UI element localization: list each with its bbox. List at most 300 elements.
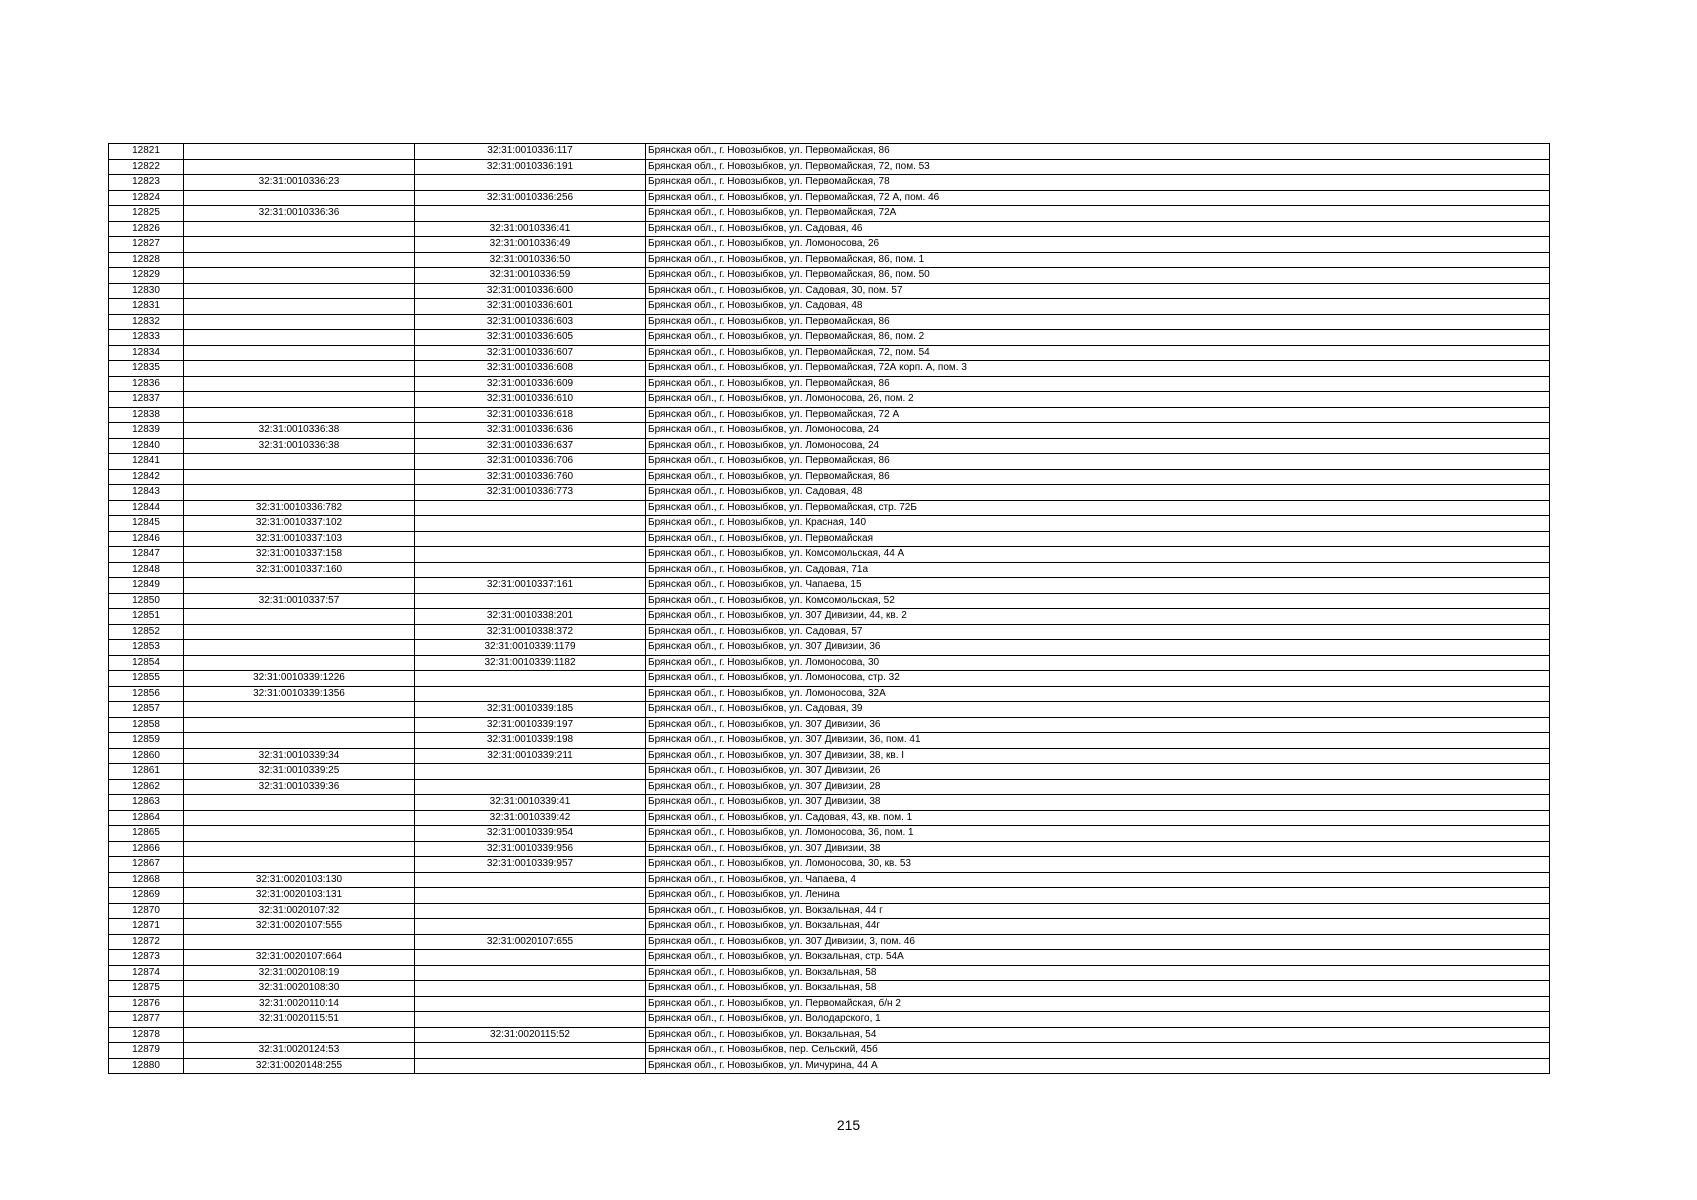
table-row bbox=[109, 748, 1550, 764]
address-cell: Брянская обл., г. Новозыбков, ул. Чапаева, 15 bbox=[646, 578, 1550, 594]
address-cell: Брянская обл., г. Новозыбков, ул. 307 Дивизии, 44, кв. 2 bbox=[646, 609, 1550, 625]
address-cell: Брянская обл., г. Новозыбков, ул. Садовая, 43, кв. пом. 1 bbox=[646, 810, 1550, 826]
address-cell: Брянская обл., г. Новозыбков, ул. Вокзальная, 54 bbox=[646, 1027, 1550, 1043]
table-row bbox=[109, 516, 1550, 532]
address-cell: Брянская обл., г. Новозыбков, ул. 307 Дивизии, 38 bbox=[646, 795, 1550, 811]
cadastral-number-object-cell: 32:31:0010336:601 bbox=[415, 299, 646, 315]
cadastral-number-object-cell bbox=[415, 562, 646, 578]
row-number-cell: 12840 bbox=[109, 438, 184, 454]
address-cell: Брянская обл., г. Новозыбков, ул. Вокзальная, 44г bbox=[646, 919, 1550, 935]
cadastral-number-cell: 32:31:0010337:57 bbox=[184, 593, 415, 609]
cadastral-number-object-cell: 32:31:0010336:50 bbox=[415, 252, 646, 268]
row-number-cell: 12829 bbox=[109, 268, 184, 284]
cadastral-number-cell bbox=[184, 810, 415, 826]
cadastral-number-cell: 32:31:0010336:23 bbox=[184, 175, 415, 191]
cadastral-number-cell: 32:31:0020108:19 bbox=[184, 965, 415, 981]
row-number-cell: 12824 bbox=[109, 190, 184, 206]
row-number-cell: 12855 bbox=[109, 671, 184, 687]
table-row bbox=[109, 733, 1550, 749]
cadastral-number-object-cell: 32:31:0010339:956 bbox=[415, 841, 646, 857]
cadastral-number-cell bbox=[184, 376, 415, 392]
cadastral-number-object-cell: 32:31:0010337:161 bbox=[415, 578, 646, 594]
address-cell: Брянская обл., г. Новозыбков, ул. Комсомольская, 44 А bbox=[646, 547, 1550, 563]
cadastral-number-cell bbox=[184, 345, 415, 361]
table-row bbox=[109, 888, 1550, 904]
row-number-cell: 12869 bbox=[109, 888, 184, 904]
table-row bbox=[109, 640, 1550, 656]
table-row bbox=[109, 934, 1550, 950]
row-number-cell: 12851 bbox=[109, 609, 184, 625]
row-number-cell: 12859 bbox=[109, 733, 184, 749]
cadastral-number-object-cell: 32:31:0010336:600 bbox=[415, 283, 646, 299]
address-cell: Брянская обл., г. Новозыбков, ул. Первомайская, 72, пом. 54 bbox=[646, 345, 1550, 361]
row-number-cell: 12866 bbox=[109, 841, 184, 857]
table-row bbox=[109, 221, 1550, 237]
cadastral-number-cell: 32:31:0020107:555 bbox=[184, 919, 415, 935]
table-row bbox=[109, 779, 1550, 795]
cadastral-number-cell: 32:31:0010339:36 bbox=[184, 779, 415, 795]
table-row bbox=[109, 175, 1550, 191]
address-cell: Брянская обл., г. Новозыбков, ул. Первомайская, 86, пом. 2 bbox=[646, 330, 1550, 346]
row-number-cell: 12837 bbox=[109, 392, 184, 408]
cadastral-number-cell bbox=[184, 268, 415, 284]
address-cell: Брянская обл., г. Новозыбков, ул. Садовая, 46 bbox=[646, 221, 1550, 237]
cadastral-number-object-cell: 32:31:0010336:117 bbox=[415, 144, 646, 160]
table-row bbox=[109, 252, 1550, 268]
row-number-cell: 12879 bbox=[109, 1043, 184, 1059]
cadastral-number-object-cell: 32:31:0010336:618 bbox=[415, 407, 646, 423]
row-number-cell: 12857 bbox=[109, 702, 184, 718]
cadastral-number-object-cell: 32:31:0010336:256 bbox=[415, 190, 646, 206]
row-number-cell: 12844 bbox=[109, 500, 184, 516]
table-row bbox=[109, 159, 1550, 175]
row-number-cell: 12858 bbox=[109, 717, 184, 733]
row-number-cell: 12826 bbox=[109, 221, 184, 237]
cadastral-number-cell: 32:31:0020148:255 bbox=[184, 1058, 415, 1074]
cadastral-number-object-cell: 32:31:0010339:197 bbox=[415, 717, 646, 733]
table-row bbox=[109, 919, 1550, 935]
address-cell: Брянская обл., г. Новозыбков, ул. Первомайская, 72, пом. 53 bbox=[646, 159, 1550, 175]
table-row bbox=[109, 655, 1550, 671]
table-row bbox=[109, 872, 1550, 888]
address-cell: Брянская обл., г. Новозыбков, ул. Первомайская, 86 bbox=[646, 454, 1550, 470]
cadastral-number-cell: 32:31:0010337:102 bbox=[184, 516, 415, 532]
address-cell: Брянская обл., г. Новозыбков, ул. Первомайская bbox=[646, 531, 1550, 547]
cadastral-number-cell bbox=[184, 330, 415, 346]
cadastral-number-object-cell bbox=[415, 175, 646, 191]
row-number-cell: 12848 bbox=[109, 562, 184, 578]
cadastral-number-cell: 32:31:0020108:30 bbox=[184, 981, 415, 997]
address-cell: Брянская обл., г. Новозыбков, ул. 307 Дивизии, 36 bbox=[646, 640, 1550, 656]
cadastral-number-cell: 32:31:0020115:51 bbox=[184, 1012, 415, 1028]
row-number-cell: 12872 bbox=[109, 934, 184, 950]
cadastral-number-cell bbox=[184, 159, 415, 175]
cadastral-number-cell: 32:31:0010339:1356 bbox=[184, 686, 415, 702]
row-number-cell: 12828 bbox=[109, 252, 184, 268]
table-row bbox=[109, 376, 1550, 392]
table-row bbox=[109, 547, 1550, 563]
table-row bbox=[109, 826, 1550, 842]
cadastral-number-cell bbox=[184, 624, 415, 640]
table-row bbox=[109, 454, 1550, 470]
registry-table bbox=[108, 143, 1550, 1074]
cadastral-number-object-cell bbox=[415, 888, 646, 904]
cadastral-number-object-cell bbox=[415, 206, 646, 222]
address-cell: Брянская обл., г. Новозыбков, ул. Первомайская, 86 bbox=[646, 314, 1550, 330]
cadastral-number-cell bbox=[184, 221, 415, 237]
cadastral-number-object-cell: 32:31:0020107:655 bbox=[415, 934, 646, 950]
row-number-cell: 12845 bbox=[109, 516, 184, 532]
cadastral-number-cell bbox=[184, 702, 415, 718]
row-number-cell: 12831 bbox=[109, 299, 184, 315]
table-row bbox=[109, 268, 1550, 284]
row-number-cell: 12867 bbox=[109, 857, 184, 873]
address-cell: Брянская обл., г. Новозыбков, ул. Первомайская, б/н 2 bbox=[646, 996, 1550, 1012]
cadastral-number-object-cell bbox=[415, 686, 646, 702]
address-cell: Брянская обл., г. Новозыбков, ул. Первомайская, 86, пом. 50 bbox=[646, 268, 1550, 284]
cadastral-number-object-cell: 32:31:0010336:607 bbox=[415, 345, 646, 361]
cadastral-number-cell bbox=[184, 299, 415, 315]
table-row bbox=[109, 1012, 1550, 1028]
row-number-cell: 12875 bbox=[109, 981, 184, 997]
row-number-cell: 12841 bbox=[109, 454, 184, 470]
address-cell: Брянская обл., г. Новозыбков, ул. Ленина bbox=[646, 888, 1550, 904]
cadastral-number-object-cell: 32:31:0010336:41 bbox=[415, 221, 646, 237]
cadastral-number-object-cell: 32:31:0010336:603 bbox=[415, 314, 646, 330]
cadastral-number-cell: 32:31:0010339:34 bbox=[184, 748, 415, 764]
table-row bbox=[109, 1043, 1550, 1059]
cadastral-number-object-cell: 32:31:0010336:609 bbox=[415, 376, 646, 392]
table-row bbox=[109, 299, 1550, 315]
cadastral-number-object-cell: 32:31:0010338:372 bbox=[415, 624, 646, 640]
table-row bbox=[109, 562, 1550, 578]
row-number-cell: 12842 bbox=[109, 469, 184, 485]
row-number-cell: 12850 bbox=[109, 593, 184, 609]
cadastral-number-cell bbox=[184, 841, 415, 857]
cadastral-number-object-cell bbox=[415, 593, 646, 609]
row-number-cell: 12838 bbox=[109, 407, 184, 423]
cadastral-number-cell: 32:31:0020110:14 bbox=[184, 996, 415, 1012]
address-cell: Брянская обл., г. Новозыбков, ул. Садовая, 48 bbox=[646, 485, 1550, 501]
address-cell: Брянская обл., г. Новозыбков, ул. Вокзальная, 58 bbox=[646, 981, 1550, 997]
cadastral-number-object-cell bbox=[415, 919, 646, 935]
row-number-cell: 12834 bbox=[109, 345, 184, 361]
cadastral-number-cell bbox=[184, 1027, 415, 1043]
cadastral-number-cell bbox=[184, 283, 415, 299]
table-row bbox=[109, 810, 1550, 826]
cadastral-number-cell: 32:31:0010336:782 bbox=[184, 500, 415, 516]
row-number-cell: 12833 bbox=[109, 330, 184, 346]
row-number-cell: 12854 bbox=[109, 655, 184, 671]
table-row bbox=[109, 981, 1550, 997]
table-row bbox=[109, 857, 1550, 873]
address-cell: Брянская обл., г. Новозыбков, ул. 307 Дивизии, 36 bbox=[646, 717, 1550, 733]
table-row bbox=[109, 686, 1550, 702]
row-number-cell: 12880 bbox=[109, 1058, 184, 1074]
cadastral-number-object-cell: 32:31:0010336:608 bbox=[415, 361, 646, 377]
address-cell: Брянская обл., г. Новозыбков, ул. Первомайская, 72 А bbox=[646, 407, 1550, 423]
table-row bbox=[109, 330, 1550, 346]
table-row bbox=[109, 717, 1550, 733]
cadastral-number-cell: 32:31:0010339:25 bbox=[184, 764, 415, 780]
table-row bbox=[109, 578, 1550, 594]
table-row bbox=[109, 485, 1550, 501]
cadastral-number-cell: 32:31:0010339:1226 bbox=[184, 671, 415, 687]
cadastral-number-object-cell: 32:31:0010339:1182 bbox=[415, 655, 646, 671]
cadastral-number-cell: 32:31:0010336:38 bbox=[184, 423, 415, 439]
cadastral-number-cell: 32:31:0020107:32 bbox=[184, 903, 415, 919]
cadastral-number-cell bbox=[184, 454, 415, 470]
address-cell: Брянская обл., г. Новозыбков, ул. Садовая, 71а bbox=[646, 562, 1550, 578]
cadastral-number-object-cell: 32:31:0010339:41 bbox=[415, 795, 646, 811]
table-row bbox=[109, 671, 1550, 687]
row-number-cell: 12825 bbox=[109, 206, 184, 222]
cadastral-number-object-cell bbox=[415, 903, 646, 919]
cadastral-number-object-cell: 32:31:0010339:1179 bbox=[415, 640, 646, 656]
address-cell: Брянская обл., г. Новозыбков, ул. 307 Дивизии, 38 bbox=[646, 841, 1550, 857]
cadastral-number-object-cell bbox=[415, 531, 646, 547]
address-cell: Брянская обл., г. Новозыбков, ул. Ломоносова, 36, пом. 1 bbox=[646, 826, 1550, 842]
table-row bbox=[109, 950, 1550, 966]
address-cell: Брянская обл., г. Новозыбков, ул. Мичурина, 44 А bbox=[646, 1058, 1550, 1074]
cadastral-number-object-cell bbox=[415, 516, 646, 532]
address-cell: Брянская обл., г. Новозыбков, ул. Садовая, 48 bbox=[646, 299, 1550, 315]
address-cell: Брянская обл., г. Новозыбков, ул. Первомайская, 86 bbox=[646, 376, 1550, 392]
cadastral-number-object-cell bbox=[415, 547, 646, 563]
address-cell: Брянская обл., г. Новозыбков, ул. Комсомольская, 52 bbox=[646, 593, 1550, 609]
table-row bbox=[109, 144, 1550, 160]
row-number-cell: 12843 bbox=[109, 485, 184, 501]
cadastral-number-cell bbox=[184, 237, 415, 253]
row-number-cell: 12852 bbox=[109, 624, 184, 640]
table-row bbox=[109, 903, 1550, 919]
address-cell: Брянская обл., г. Новозыбков, ул. Володарского, 1 bbox=[646, 1012, 1550, 1028]
row-number-cell: 12873 bbox=[109, 950, 184, 966]
cadastral-number-object-cell: 32:31:0010336:49 bbox=[415, 237, 646, 253]
row-number-cell: 12877 bbox=[109, 1012, 184, 1028]
cadastral-number-object-cell: 32:31:0010339:185 bbox=[415, 702, 646, 718]
table-row bbox=[109, 531, 1550, 547]
table-row bbox=[109, 996, 1550, 1012]
table-row bbox=[109, 283, 1550, 299]
cadastral-number-cell bbox=[184, 640, 415, 656]
cadastral-number-object-cell: 32:31:0010336:59 bbox=[415, 268, 646, 284]
cadastral-number-object-cell bbox=[415, 1012, 646, 1028]
address-cell: Брянская обл., г. Новозыбков, ул. Вокзальная, 44 г bbox=[646, 903, 1550, 919]
cadastral-number-object-cell: 32:31:0010336:191 bbox=[415, 159, 646, 175]
cadastral-number-object-cell bbox=[415, 671, 646, 687]
address-cell: Брянская обл., г. Новозыбков, ул. Красная, 140 bbox=[646, 516, 1550, 532]
row-number-cell: 12821 bbox=[109, 144, 184, 160]
table-row bbox=[109, 702, 1550, 718]
cadastral-number-cell: 32:31:0010337:103 bbox=[184, 531, 415, 547]
cadastral-number-cell bbox=[184, 578, 415, 594]
row-number-cell: 12830 bbox=[109, 283, 184, 299]
row-number-cell: 12871 bbox=[109, 919, 184, 935]
cadastral-number-cell bbox=[184, 609, 415, 625]
address-cell: Брянская обл., г. Новозыбков, ул. Вокзальная, стр. 54А bbox=[646, 950, 1550, 966]
cadastral-number-object-cell bbox=[415, 500, 646, 516]
address-cell: Брянская обл., г. Новозыбков, пер. Сельский, 45б bbox=[646, 1043, 1550, 1059]
table-row bbox=[109, 764, 1550, 780]
cadastral-number-cell bbox=[184, 655, 415, 671]
cadastral-number-object-cell: 32:31:0010338:201 bbox=[415, 609, 646, 625]
row-number-cell: 12822 bbox=[109, 159, 184, 175]
cadastral-number-cell bbox=[184, 934, 415, 950]
cadastral-number-object-cell: 32:31:0010336:773 bbox=[415, 485, 646, 501]
cadastral-number-object-cell bbox=[415, 981, 646, 997]
address-cell: Брянская обл., г. Новозыбков, ул. 307 Дивизии, 3, пом. 46 bbox=[646, 934, 1550, 950]
cadastral-number-cell bbox=[184, 485, 415, 501]
row-number-cell: 12863 bbox=[109, 795, 184, 811]
cadastral-number-object-cell: 32:31:0010336:610 bbox=[415, 392, 646, 408]
table-row bbox=[109, 206, 1550, 222]
cadastral-number-cell bbox=[184, 733, 415, 749]
address-cell: Брянская обл., г. Новозыбков, ул. Ломоносова, 26, пом. 2 bbox=[646, 392, 1550, 408]
address-cell: Брянская обл., г. Новозыбков, ул. Первомайская, 86 bbox=[646, 144, 1550, 160]
row-number-cell: 12856 bbox=[109, 686, 184, 702]
table-row bbox=[109, 392, 1550, 408]
cadastral-number-object-cell bbox=[415, 779, 646, 795]
cadastral-number-object-cell bbox=[415, 950, 646, 966]
row-number-cell: 12861 bbox=[109, 764, 184, 780]
table-row bbox=[109, 965, 1550, 981]
cadastral-number-cell: 32:31:0020103:131 bbox=[184, 888, 415, 904]
cadastral-number-cell bbox=[184, 314, 415, 330]
row-number-cell: 12849 bbox=[109, 578, 184, 594]
address-cell: Брянская обл., г. Новозыбков, ул. 307 Дивизии, 38, кв. I bbox=[646, 748, 1550, 764]
cadastral-number-cell bbox=[184, 144, 415, 160]
page-number: 215 bbox=[836, 1117, 861, 1133]
cadastral-number-cell: 32:31:0020103:130 bbox=[184, 872, 415, 888]
address-cell: Брянская обл., г. Новозыбков, ул. Садовая, 57 bbox=[646, 624, 1550, 640]
cadastral-number-object-cell bbox=[415, 965, 646, 981]
cadastral-number-object-cell: 32:31:0010339:954 bbox=[415, 826, 646, 842]
address-cell: Брянская обл., г. Новозыбков, ул. Первомайская, 86, пом. 1 bbox=[646, 252, 1550, 268]
row-number-cell: 12832 bbox=[109, 314, 184, 330]
cadastral-number-cell bbox=[184, 795, 415, 811]
cadastral-number-cell bbox=[184, 190, 415, 206]
address-cell: Брянская обл., г. Новозыбков, ул. Ломоносова, стр. 32 bbox=[646, 671, 1550, 687]
cadastral-number-cell bbox=[184, 469, 415, 485]
cadastral-number-object-cell: 32:31:0010339:42 bbox=[415, 810, 646, 826]
address-cell: Брянская обл., г. Новозыбков, ул. Ломоносова, 24 bbox=[646, 423, 1550, 439]
address-cell: Брянская обл., г. Новозыбков, ул. Ломоносова, 32А bbox=[646, 686, 1550, 702]
cadastral-number-object-cell bbox=[415, 996, 646, 1012]
table-row bbox=[109, 345, 1550, 361]
address-cell: Брянская обл., г. Новозыбков, ул. Чапаева, 4 bbox=[646, 872, 1550, 888]
address-cell: Брянская обл., г. Новозыбков, ул. Ломоносова, 24 bbox=[646, 438, 1550, 454]
address-cell: Брянская обл., г. Новозыбков, ул. Ломоносова, 30 bbox=[646, 655, 1550, 671]
table-row bbox=[109, 438, 1550, 454]
row-number-cell: 12839 bbox=[109, 423, 184, 439]
table-row bbox=[109, 361, 1550, 377]
table-row bbox=[109, 609, 1550, 625]
cadastral-number-cell bbox=[184, 857, 415, 873]
table-row bbox=[109, 795, 1550, 811]
table-row bbox=[109, 500, 1550, 516]
cadastral-number-object-cell: 32:31:0010339:198 bbox=[415, 733, 646, 749]
row-number-cell: 12853 bbox=[109, 640, 184, 656]
cadastral-number-cell: 32:31:0020124:53 bbox=[184, 1043, 415, 1059]
row-number-cell: 12836 bbox=[109, 376, 184, 392]
cadastral-number-cell bbox=[184, 826, 415, 842]
address-cell: Брянская обл., г. Новозыбков, ул. 307 Дивизии, 36, пом. 41 bbox=[646, 733, 1550, 749]
cadastral-number-object-cell: 32:31:0010339:211 bbox=[415, 748, 646, 764]
table-row bbox=[109, 237, 1550, 253]
table-row bbox=[109, 1058, 1550, 1074]
address-cell: Брянская обл., г. Новозыбков, ул. Садовая, 39 bbox=[646, 702, 1550, 718]
cadastral-number-object-cell: 32:31:0010336:637 bbox=[415, 438, 646, 454]
table-row bbox=[109, 190, 1550, 206]
cadastral-number-cell bbox=[184, 252, 415, 268]
address-cell: Брянская обл., г. Новозыбков, ул. Первомайская, стр. 72Б bbox=[646, 500, 1550, 516]
cadastral-number-cell bbox=[184, 717, 415, 733]
cadastral-number-object-cell: 32:31:0010336:760 bbox=[415, 469, 646, 485]
table-row bbox=[109, 593, 1550, 609]
registry-table-body bbox=[109, 144, 1550, 1074]
cadastral-number-cell: 32:31:0010336:36 bbox=[184, 206, 415, 222]
row-number-cell: 12876 bbox=[109, 996, 184, 1012]
address-cell: Брянская обл., г. Новозыбков, ул. Ломоносова, 30, кв. 53 bbox=[646, 857, 1550, 873]
table-row bbox=[109, 1027, 1550, 1043]
row-number-cell: 12823 bbox=[109, 175, 184, 191]
cadastral-number-cell: 32:31:0020107:664 bbox=[184, 950, 415, 966]
table-row bbox=[109, 624, 1550, 640]
address-cell: Брянская обл., г. Новозыбков, ул. Первомайская, 72А корп. А, пом. 3 bbox=[646, 361, 1550, 377]
table-row bbox=[109, 469, 1550, 485]
cadastral-number-cell bbox=[184, 407, 415, 423]
cadastral-number-cell bbox=[184, 361, 415, 377]
row-number-cell: 12870 bbox=[109, 903, 184, 919]
row-number-cell: 12864 bbox=[109, 810, 184, 826]
address-cell: Брянская обл., г. Новозыбков, ул. Первомайская, 78 bbox=[646, 175, 1550, 191]
address-cell: Брянская обл., г. Новозыбков, ул. Первомайская, 86 bbox=[646, 469, 1550, 485]
row-number-cell: 12862 bbox=[109, 779, 184, 795]
cadastral-number-cell: 32:31:0010336:38 bbox=[184, 438, 415, 454]
table-row bbox=[109, 841, 1550, 857]
address-cell: Брянская обл., г. Новозыбков, ул. Первомайская, 72 А, пом. 46 bbox=[646, 190, 1550, 206]
address-cell: Брянская обл., г. Новозыбков, ул. Вокзальная, 58 bbox=[646, 965, 1550, 981]
cadastral-number-object-cell bbox=[415, 872, 646, 888]
address-cell: Брянская обл., г. Новозыбков, ул. Ломоносова, 26 bbox=[646, 237, 1550, 253]
cadastral-number-object-cell bbox=[415, 1058, 646, 1074]
table-row bbox=[109, 314, 1550, 330]
row-number-cell: 12835 bbox=[109, 361, 184, 377]
cadastral-number-cell bbox=[184, 392, 415, 408]
row-number-cell: 12860 bbox=[109, 748, 184, 764]
row-number-cell: 12868 bbox=[109, 872, 184, 888]
address-cell: Брянская обл., г. Новозыбков, ул. 307 Дивизии, 28 bbox=[646, 779, 1550, 795]
cadastral-number-object-cell bbox=[415, 1043, 646, 1059]
cadastral-number-object-cell: 32:31:0020115:52 bbox=[415, 1027, 646, 1043]
row-number-cell: 12847 bbox=[109, 547, 184, 563]
row-number-cell: 12846 bbox=[109, 531, 184, 547]
cadastral-number-cell: 32:31:0010337:160 bbox=[184, 562, 415, 578]
address-cell: Брянская обл., г. Новозыбков, ул. 307 Дивизии, 26 bbox=[646, 764, 1550, 780]
row-number-cell: 12827 bbox=[109, 237, 184, 253]
row-number-cell: 12874 bbox=[109, 965, 184, 981]
address-cell: Брянская обл., г. Новозыбков, ул. Первомайская, 72А bbox=[646, 206, 1550, 222]
cadastral-number-object-cell: 32:31:0010336:636 bbox=[415, 423, 646, 439]
cadastral-number-object-cell bbox=[415, 764, 646, 780]
cadastral-number-object-cell: 32:31:0010336:706 bbox=[415, 454, 646, 470]
cadastral-number-object-cell: 32:31:0010336:605 bbox=[415, 330, 646, 346]
table-row bbox=[109, 407, 1550, 423]
table-row bbox=[109, 423, 1550, 439]
address-cell: Брянская обл., г. Новозыбков, ул. Садовая, 30, пом. 57 bbox=[646, 283, 1550, 299]
cadastral-number-cell: 32:31:0010337:158 bbox=[184, 547, 415, 563]
